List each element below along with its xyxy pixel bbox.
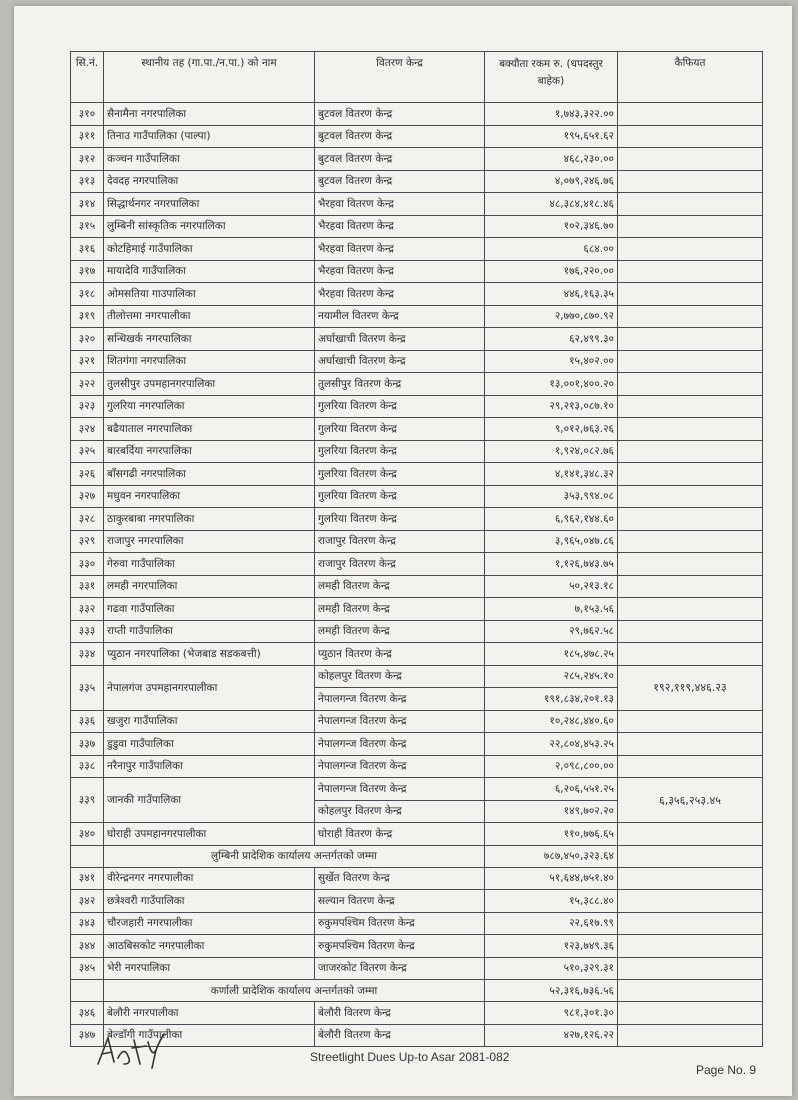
cell-sn: ३११ xyxy=(71,125,104,148)
cell-remark xyxy=(618,957,763,980)
table-row xyxy=(71,215,763,238)
cell-remark xyxy=(618,508,763,531)
cell-sn xyxy=(71,845,104,867)
cell-sn: ३४० xyxy=(71,823,104,846)
cell-amount: २२,६१७.९९ xyxy=(485,912,618,935)
table-row xyxy=(71,553,763,576)
cell-amount: ४२७,१२६.२२ xyxy=(485,1024,618,1047)
cell-center: नयामील वितरण केन्द्र xyxy=(315,305,485,328)
cell-local-level: छत्रेश्वरी गाउँपालिका xyxy=(104,890,315,913)
table-row xyxy=(71,508,763,531)
cell-sn: ३३७ xyxy=(71,733,104,756)
table-row xyxy=(71,733,763,756)
table-row xyxy=(71,823,763,846)
cell-sn: ३४७ xyxy=(71,1024,104,1047)
cell-sn: ३२६ xyxy=(71,463,104,486)
cell-remark xyxy=(618,935,763,958)
cell-local-level: सिद्धार्थनगर नगरपालिका xyxy=(104,193,315,216)
cell-local-level: राप्ती गाउँपालिका xyxy=(104,620,315,643)
cell-amount: २२,८०४,४५३.२५ xyxy=(485,733,618,756)
table-row xyxy=(71,440,763,463)
cell-amount: २,०९८,८००.०० xyxy=(485,755,618,778)
cell-center: जाजरकोट वितरण केन्द्र xyxy=(315,957,485,980)
cell-sn: ३४३ xyxy=(71,912,104,935)
cell-amount: १०२,३४६.७० xyxy=(485,215,618,238)
table-row xyxy=(71,418,763,441)
cell-amount: ३५३,९९४.०८ xyxy=(485,485,618,508)
cell-center: अर्घाखाची वितरण केन्द्र xyxy=(315,328,485,351)
table-row xyxy=(71,710,763,733)
cell-sn xyxy=(71,980,104,1002)
cell-amount: ६२,४९९.३० xyxy=(485,328,618,351)
cell-remark xyxy=(618,148,763,171)
cell-amount: १८५,४७८.२५ xyxy=(485,643,618,666)
cell-center: बुटवल वितरण केन्द्र xyxy=(315,103,485,126)
cell-amount: १४९,७०२.२० xyxy=(485,800,618,823)
cell-amount: २,७७०,८७०.९२ xyxy=(485,305,618,328)
cell-center: राजापुर वितरण केन्द्र xyxy=(315,553,485,576)
cell-center: प्युठान वितरण केन्द्र xyxy=(315,643,485,666)
cell-sn: ३१९ xyxy=(71,305,104,328)
total-row-lumbini xyxy=(71,845,763,867)
cell-remark xyxy=(618,373,763,396)
cell-center: बुटवल वितरण केन्द्र xyxy=(315,125,485,148)
cell-remark xyxy=(618,980,763,1002)
cell-amount: १०,२४८,४४०.६० xyxy=(485,710,618,733)
cell-local-level: ओमसतिया गाउपालिका xyxy=(104,283,315,306)
cell-center: नेपालगन्ज वितरण केन्द्र xyxy=(315,733,485,756)
cell-local-level: तुलसीपुर उपमहानगरपालिका xyxy=(104,373,315,396)
cell-amount: ४,१४१,३४८.३२ xyxy=(485,463,618,486)
total-row-karnali xyxy=(71,980,763,1002)
cell-amount: ४८,३८४,४१८.४६ xyxy=(485,193,618,216)
cell-sn: ३१० xyxy=(71,103,104,126)
header-amount: बक्यौता रकम रु. (धपदस्तुर बाहेक) xyxy=(485,52,618,103)
cell-local-level: बेल्डाँगी गाउँपालीका xyxy=(104,1024,315,1047)
cell-remark xyxy=(618,463,763,486)
cell-amount: १,१२६,७४३.७५ xyxy=(485,553,618,576)
table-row xyxy=(71,148,763,171)
cell-local-level: लमही नगरपालिका xyxy=(104,575,315,598)
table-row xyxy=(71,170,763,193)
cell-center: गुलरिया वितरण केन्द्र xyxy=(315,485,485,508)
header-sn: सि.नं. xyxy=(71,52,104,103)
cell-remark xyxy=(618,103,763,126)
cell-remark xyxy=(618,215,763,238)
cell-local-level: लुम्बिनी सांस्कृतिक नगरपालिका xyxy=(104,215,315,238)
table-row xyxy=(71,103,763,126)
cell-remark xyxy=(618,283,763,306)
cell-sn: ३१६ xyxy=(71,238,104,261)
header-center: वितरण केन्द्र xyxy=(315,52,485,103)
cell-remark xyxy=(618,598,763,621)
table-row xyxy=(71,778,763,801)
cell-local-level: नेपालगंज उपमहानगरपालीका xyxy=(104,665,315,710)
cell-amount: ६,२०६,५५१.२५ xyxy=(485,778,618,801)
cell-center: गुलरिया वितरण केन्द्र xyxy=(315,418,485,441)
table-row xyxy=(71,283,763,306)
footer-title: Streetlight Dues Up-to Asar 2081-082 xyxy=(310,1050,510,1064)
cell-local-level: प्युठान नगरपालिका (भेजबाड सडकबत्ती) xyxy=(104,643,315,666)
cell-center: भैरहवा वितरण केन्द्र xyxy=(315,260,485,283)
cell-center: लमही वितरण केन्द्र xyxy=(315,620,485,643)
cell-center: घोराही वितरण केन्द्र xyxy=(315,823,485,846)
cell-amount: १९५,६५१.६२ xyxy=(485,125,618,148)
cell-remark xyxy=(618,125,763,148)
cell-local-level: बढैयाताल नगरपालिका xyxy=(104,418,315,441)
table-row xyxy=(71,620,763,643)
cell-center: तुलसीपुर वितरण केन्द्र xyxy=(315,373,485,396)
cell-sn: ३३५ xyxy=(71,665,104,710)
cell-local-level: आठबिसकोट नगरपालीका xyxy=(104,935,315,958)
cell-amount: ६,९६२,१४४.६० xyxy=(485,508,618,531)
total-label: कर्णाली प्रादेशिक कार्यालय अन्तर्गतको जम्मा xyxy=(104,980,485,1002)
cell-amount: २८५,२४५.१० xyxy=(485,665,618,688)
cell-remark xyxy=(618,620,763,643)
total-label: लुम्बिनी प्रादेशिक कार्यालय अन्तर्गतको जम्मा xyxy=(104,845,485,867)
cell-center: सुर्खेत वितरण केन्द्र xyxy=(315,867,485,890)
cell-local-level: बारबर्दिया नगरपालिका xyxy=(104,440,315,463)
cell-remark xyxy=(618,485,763,508)
cell-local-level: कञ्चन गाउँपालिका xyxy=(104,148,315,171)
cell-amount: १३,००१,४००.२० xyxy=(485,373,618,396)
cell-center: नेपालगन्ज वितरण केन्द्र xyxy=(315,710,485,733)
cell-amount: १५,४०२.०० xyxy=(485,350,618,373)
total-amount: ५२,३१६,७३६.५६ xyxy=(485,980,618,1002)
cell-center: नेपालगन्ज वितरण केन्द्र xyxy=(315,755,485,778)
cell-center: अर्घाखाची वितरण केन्द्र xyxy=(315,350,485,373)
cell-amount: ४४६,१६३.३५ xyxy=(485,283,618,306)
cell-center: भैरहवा वितरण केन्द्र xyxy=(315,215,485,238)
cell-amount: ११०,७७६.६५ xyxy=(485,823,618,846)
cell-amount: ९८१,३०१.३० xyxy=(485,1002,618,1025)
table-row xyxy=(71,598,763,621)
table-row xyxy=(71,485,763,508)
cell-center: लमही वितरण केन्द्र xyxy=(315,598,485,621)
cell-center: बेलौरी वितरण केन्द्र xyxy=(315,1024,485,1047)
cell-amount: १२३,७४९.३६ xyxy=(485,935,618,958)
cell-sn: ३१७ xyxy=(71,260,104,283)
cell-sn: ३२२ xyxy=(71,373,104,396)
cell-local-level: बेलौरी नगरपालीका xyxy=(104,1002,315,1025)
table-row xyxy=(71,193,763,216)
cell-center: लमही वितरण केन्द्र xyxy=(315,575,485,598)
table-row xyxy=(71,643,763,666)
cell-amount: ४६८,२३०.०० xyxy=(485,148,618,171)
cell-amount: १९१,८३४,२०१.१३ xyxy=(485,688,618,711)
cell-sn: ३१२ xyxy=(71,148,104,171)
table-row xyxy=(71,260,763,283)
cell-sn: ३३४ xyxy=(71,643,104,666)
cell-sn: ३३१ xyxy=(71,575,104,598)
cell-center: कोहलपुर वितरण केन्द्र xyxy=(315,665,485,688)
cell-amount: २९,७६२.५८ xyxy=(485,620,618,643)
cell-amount: ४,०७९,२४६.७६ xyxy=(485,170,618,193)
header-remarks: कैफियत xyxy=(618,52,763,103)
page-number: Page No. 9 xyxy=(696,1063,757,1077)
cell-sn: ३२० xyxy=(71,328,104,351)
table-row xyxy=(71,125,763,148)
header-local-level: स्थानीय तह (गा.पा./न.पा.) को नाम xyxy=(104,52,315,103)
cell-sn: ३२९ xyxy=(71,530,104,553)
cell-remark xyxy=(618,305,763,328)
cell-sn: ३२१ xyxy=(71,350,104,373)
cell-center: गुलरिया वितरण केन्द्र xyxy=(315,508,485,531)
cell-remark xyxy=(618,350,763,373)
cell-center: नेपालगन्ज वितरण केन्द्र xyxy=(315,688,485,711)
table-row xyxy=(71,912,763,935)
table-row xyxy=(71,867,763,890)
table-row xyxy=(71,890,763,913)
table-row xyxy=(71,755,763,778)
cell-sn: ३२३ xyxy=(71,395,104,418)
cell-sn: ३३३ xyxy=(71,620,104,643)
cell-remark xyxy=(618,867,763,890)
cell-sn: ३३६ xyxy=(71,710,104,733)
table-header-row xyxy=(71,52,763,103)
cell-center: बुटवल वितरण केन्द्र xyxy=(315,148,485,171)
cell-amount: १,९२४,०८२.७६ xyxy=(485,440,618,463)
table-row xyxy=(71,305,763,328)
cell-remark xyxy=(618,238,763,261)
cell-local-level: खजुरा गाउँपालिका xyxy=(104,710,315,733)
cell-local-level: राजापुर नगरपालिका xyxy=(104,530,315,553)
cell-center: कोहलपुर वितरण केन्द्र xyxy=(315,800,485,823)
cell-center: राजापुर वितरण केन्द्र xyxy=(315,530,485,553)
cell-sn: ३३० xyxy=(71,553,104,576)
cell-local-level: गढवा गाउँपालिका xyxy=(104,598,315,621)
table-row xyxy=(71,957,763,980)
cell-remark xyxy=(618,530,763,553)
cell-remark xyxy=(618,912,763,935)
table-row xyxy=(71,350,763,373)
cell-center: बेलौरी वितरण केन्द्र xyxy=(315,1002,485,1025)
cell-remark xyxy=(618,823,763,846)
cell-sn: ३४२ xyxy=(71,890,104,913)
cell-remark: १९२,११९,४४६.२३ xyxy=(618,665,763,710)
cell-remark xyxy=(618,643,763,666)
cell-local-level: घोराही उपमहानगरपालीका xyxy=(104,823,315,846)
cell-local-level: मायादेवि गाउँपालिका xyxy=(104,260,315,283)
cell-amount: ७,१५३.५६ xyxy=(485,598,618,621)
cell-remark xyxy=(618,845,763,867)
cell-amount: ५०,२१३.१८ xyxy=(485,575,618,598)
table-row xyxy=(71,935,763,958)
cell-center: गुलरिया वितरण केन्द्र xyxy=(315,395,485,418)
cell-sn: ३२८ xyxy=(71,508,104,531)
table-row xyxy=(71,1024,763,1047)
cell-remark xyxy=(618,395,763,418)
cell-sn: ३३९ xyxy=(71,778,104,823)
cell-sn: ३१५ xyxy=(71,215,104,238)
cell-remark xyxy=(618,260,763,283)
cell-remark: ६,३५६,२५३.४५ xyxy=(618,778,763,823)
cell-local-level: ठाकुरबाबा नगरपालिका xyxy=(104,508,315,531)
cell-local-level: देवदह नगरपालिका xyxy=(104,170,315,193)
document-page xyxy=(14,6,792,1096)
streetlight-dues-table xyxy=(70,51,763,1047)
cell-sn: ३३२ xyxy=(71,598,104,621)
cell-remark xyxy=(618,733,763,756)
cell-center: गुलरिया वितरण केन्द्र xyxy=(315,463,485,486)
cell-remark xyxy=(618,755,763,778)
cell-local-level: नरैनापुर गाउँपालिका xyxy=(104,755,315,778)
cell-local-level: वीरेन्द्रनगर नगरपालीका xyxy=(104,867,315,890)
cell-sn: ३१४ xyxy=(71,193,104,216)
cell-local-level: भेरी नगरपालिका xyxy=(104,957,315,980)
cell-remark xyxy=(618,890,763,913)
cell-remark xyxy=(618,553,763,576)
cell-local-level: सन्धिखर्क नगरपालिका xyxy=(104,328,315,351)
cell-center: भैरहवा वितरण केन्द्र xyxy=(315,238,485,261)
table-row xyxy=(71,373,763,396)
cell-center: नेपालगन्ज वितरण केन्द्र xyxy=(315,778,485,801)
cell-remark xyxy=(618,1002,763,1025)
cell-remark xyxy=(618,193,763,216)
cell-local-level: मधुवन नगरपालिका xyxy=(104,485,315,508)
cell-sn: ३१८ xyxy=(71,283,104,306)
cell-local-level: बाँसगढी नगरपालिका xyxy=(104,463,315,486)
cell-sn: ३२५ xyxy=(71,440,104,463)
cell-local-level: जानकी गाउँपालिका xyxy=(104,778,315,823)
cell-amount: ५१०,३२९.३१ xyxy=(485,957,618,980)
total-amount: ७८७,४५०,३२३.६४ xyxy=(485,845,618,867)
cell-amount: १५,३८८.४० xyxy=(485,890,618,913)
cell-remark xyxy=(618,328,763,351)
signature-mark xyxy=(94,1028,174,1070)
table-row xyxy=(71,1002,763,1025)
cell-amount: ५१,६४४,७५१.४० xyxy=(485,867,618,890)
cell-center: भैरहवा वितरण केन्द्र xyxy=(315,283,485,306)
cell-center: सल्यान वितरण केन्द्र xyxy=(315,890,485,913)
cell-sn: ३४६ xyxy=(71,1002,104,1025)
cell-sn: ३२४ xyxy=(71,418,104,441)
cell-remark xyxy=(618,440,763,463)
cell-local-level: गुलरिया नगरपालिका xyxy=(104,395,315,418)
cell-remark xyxy=(618,170,763,193)
cell-local-level: गेरुवा गाउँपालिका xyxy=(104,553,315,576)
cell-amount: ३,९६५,०४७.८६ xyxy=(485,530,618,553)
cell-center: बुटवल वितरण केन्द्र xyxy=(315,170,485,193)
cell-center: गुलरिया वितरण केन्द्र xyxy=(315,440,485,463)
cell-amount: ९,०१२,७६३.२६ xyxy=(485,418,618,441)
cell-remark xyxy=(618,575,763,598)
cell-remark xyxy=(618,418,763,441)
cell-sn: ३२७ xyxy=(71,485,104,508)
cell-sn: ३४५ xyxy=(71,957,104,980)
cell-amount: ६८४.०० xyxy=(485,238,618,261)
table-row xyxy=(71,328,763,351)
table-row xyxy=(71,395,763,418)
cell-local-level: डुडुवा गाउँपालिका xyxy=(104,733,315,756)
table-row xyxy=(71,530,763,553)
cell-local-level: शितगंगा नगरपालिका xyxy=(104,350,315,373)
cell-center: रुकुमपश्चिम वितरण केन्द्र xyxy=(315,912,485,935)
cell-local-level: कोटहिमाई गाउँपालिका xyxy=(104,238,315,261)
cell-amount: १,७४३,३२२.०० xyxy=(485,103,618,126)
cell-center: रुकुमपश्चिम वितरण केन्द्र xyxy=(315,935,485,958)
cell-amount: २९,२१३,०८७.१० xyxy=(485,395,618,418)
cell-remark xyxy=(618,710,763,733)
cell-sn: ३४४ xyxy=(71,935,104,958)
table-row xyxy=(71,665,763,688)
cell-local-level: चौरजहारी नगरपालीका xyxy=(104,912,315,935)
table-row xyxy=(71,238,763,261)
cell-local-level: तिनाउ गाउँपालिका (पाल्पा) xyxy=(104,125,315,148)
cell-center: भैरहवा वितरण केन्द्र xyxy=(315,193,485,216)
cell-sn: ३४१ xyxy=(71,867,104,890)
cell-local-level: सैनामैना नगरपालिका xyxy=(104,103,315,126)
table-row xyxy=(71,575,763,598)
table-row xyxy=(71,463,763,486)
cell-sn: ३३८ xyxy=(71,755,104,778)
cell-sn: ३१३ xyxy=(71,170,104,193)
cell-remark xyxy=(618,1024,763,1047)
cell-amount: १७६,२२०.०० xyxy=(485,260,618,283)
cell-local-level: तीलोत्तमा नगरपालीका xyxy=(104,305,315,328)
